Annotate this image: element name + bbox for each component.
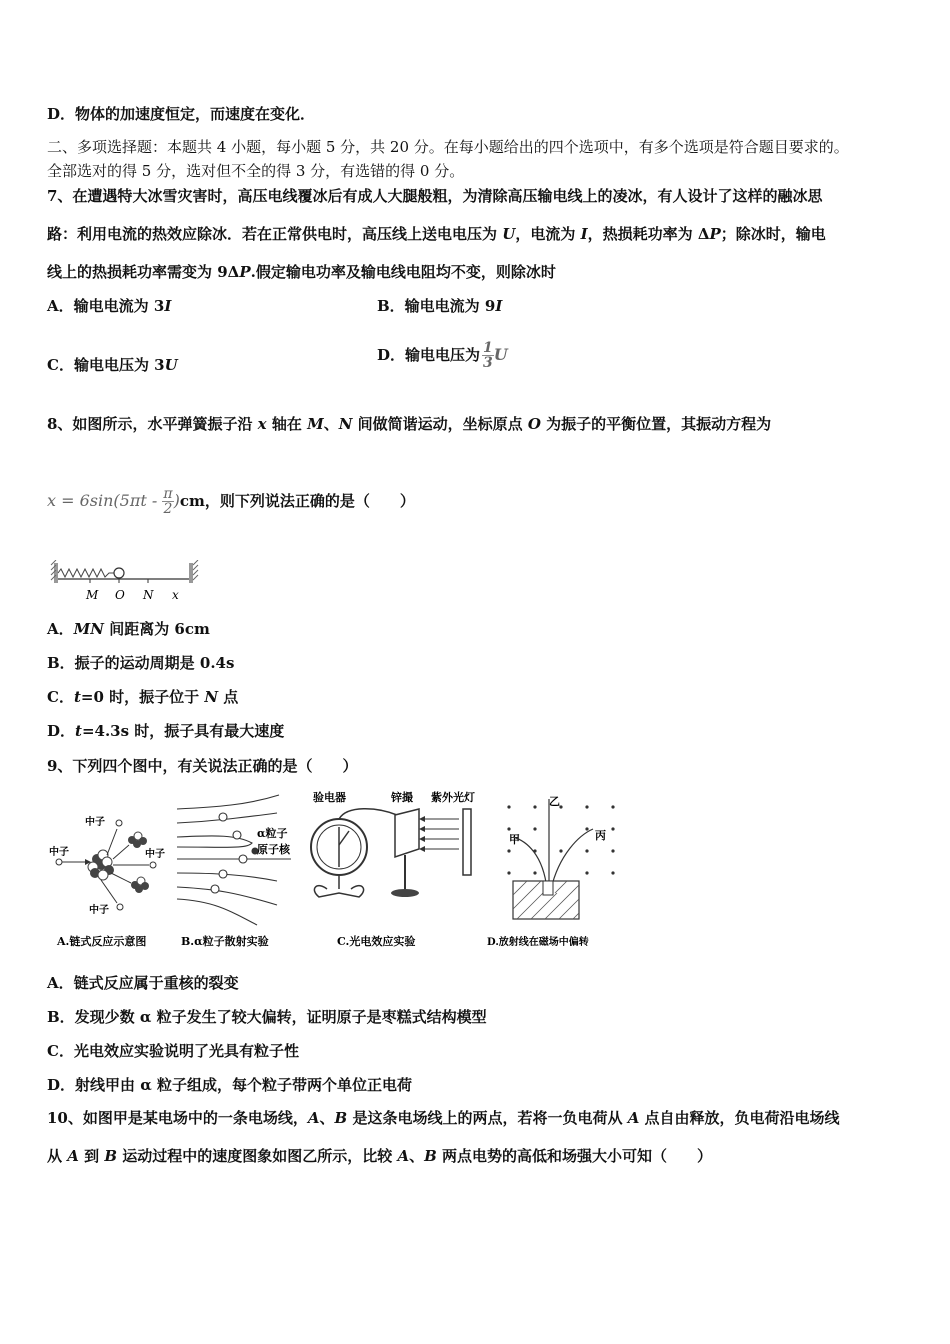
- spring: [58, 569, 114, 577]
- q8-option-d: D．t=4.3s 时，振子具有最大速度: [47, 722, 285, 740]
- q7-option-a: A．输电电流为 3I: [47, 297, 172, 315]
- section-heading-cont: 全部选对的得 5 分，选对但不全的得 3 分，有选错的得 0 分。: [47, 162, 465, 180]
- label-electroscope: 验电器: [313, 791, 346, 804]
- caption-a: A.链式反应示意图: [57, 935, 147, 948]
- caption-b: B.α粒子散射实验: [181, 935, 269, 948]
- fragment-lower: [131, 877, 149, 893]
- q8-option-a: A．MN 间距离为 6cm: [47, 620, 210, 638]
- q9-option-b: B．发现少数 α 粒子发生了较大偏转，证明原子是枣糕式结构模型: [47, 1008, 487, 1026]
- left-wall: [51, 560, 58, 583]
- figure-photoelectric: [311, 790, 475, 948]
- figure-radiation-deflection: [487, 795, 615, 948]
- q8-stem-line1: 8、如图所示，水平弹簧振子沿 x 轴在 M、N 间做简谐运动，坐标原点 O 为振子的平衡位置，其振动方程为: [47, 415, 772, 433]
- label-nucleus: 原子核: [257, 843, 290, 856]
- spring-oscillator-figure: [48, 560, 208, 604]
- q8-option-b: B．振子的运动周期是 0.4s: [47, 654, 235, 672]
- oscillator-ball: [114, 568, 124, 578]
- label-alpha-particle: α粒子: [257, 827, 288, 840]
- q7-stem-line3: 线上的热损耗功率需变为 9ΔP.假定输电功率及输电线电阻均不变，则除冰时: [47, 263, 556, 281]
- label-uv-lamp: 紫外光灯: [431, 791, 475, 804]
- q9-stem: 9、下列四个图中，有关说法正确的是（ ）: [47, 757, 358, 775]
- label-zinc-plate: 锌撮: [391, 791, 413, 804]
- label-o: O: [115, 588, 125, 602]
- q8-option-c: C．t=0 时，振子位于 N 点: [47, 688, 239, 706]
- label-neutron-bottom: 中子: [89, 905, 109, 916]
- q7-stem-line1: 7、在遭遇特大冰雪灾害时，高压电线覆冰后有成人大腿般粗，为清除高压输电线上的凌冰，有人设计了这样的融冰思: [47, 187, 823, 205]
- figure-alpha-scattering: [177, 795, 291, 925]
- q7-option-d: D．输电电压为 $\frac{1}{3}$ U: [377, 339, 508, 371]
- right-wall: [189, 560, 198, 583]
- fraction-pi-over-2: $\frac{\pi}{2}$: [163, 485, 173, 517]
- vibration-equation: x = 6sin(5πt -: [47, 491, 163, 510]
- caption-c: C.光电效应实验: [337, 935, 416, 948]
- label-neutron-right: 中子: [145, 849, 165, 860]
- q7-option-c: C．输电电压为 3U: [47, 356, 178, 374]
- label-neutron-top: 中子: [85, 817, 105, 828]
- nucleus-cluster: [88, 850, 114, 880]
- q7-stem-line2: 路：利用电流的热效应除冰．若在正常供电时，高压线上送电电压为 U，电流为 I，热损耗功率为 ΔP；除冰时，输电: [47, 225, 826, 243]
- q7-option-b: B．输电电流为 9I: [377, 297, 503, 315]
- q9-option-d: D．射线甲由 α 粒子组成，每个粒子带两个单位正电荷: [47, 1076, 412, 1094]
- q9-option-c: C．光电效应实验说明了光具有粒子性: [47, 1042, 299, 1060]
- q6-option-d: D．物体的加速度恒定，而速度在变化．: [47, 105, 316, 123]
- label-jia: 甲: [509, 833, 520, 846]
- q10-stem-line2: 从 A 到 B 运动过程中的速度图象如图乙所示，比较 A、B 两点电势的高低和场强大小可知（ ）: [47, 1147, 713, 1165]
- label-neutron-left: 中子: [49, 847, 69, 858]
- caption-d: D.放射线在磁场中偏转: [487, 937, 589, 948]
- q10-stem-line1: 10、如图甲是某电场中的一条电场线，A、B 是这条电场线上的两点，若将一负电荷从 A 点自由释放，负电荷沿电场线: [47, 1109, 840, 1127]
- q8-equation-line: x = 6sin(5πt - $\frac{\pi}{2}$ )cm，则下列说法正确的是（ ）: [47, 485, 415, 517]
- figure-chain-reaction: [49, 815, 165, 948]
- fraction-one-third: $\frac{1}{3}$: [483, 339, 493, 371]
- label-bing: 丙: [595, 829, 606, 842]
- section-heading: 二、多项选择题：本题共 4 小题，每小题 5 分，共 20 分。在每小题给出的四个选项中，有多个选项是符合题目要求的。: [47, 138, 849, 156]
- label-yi: 乙: [549, 795, 560, 808]
- label-n: N: [143, 588, 154, 602]
- fragment-upper: [128, 832, 147, 848]
- label-m: M: [86, 588, 99, 602]
- q9-figures: [47, 785, 617, 953]
- q9-option-a: A．链式反应属于重核的裂变: [47, 974, 239, 992]
- label-x: x: [172, 588, 179, 602]
